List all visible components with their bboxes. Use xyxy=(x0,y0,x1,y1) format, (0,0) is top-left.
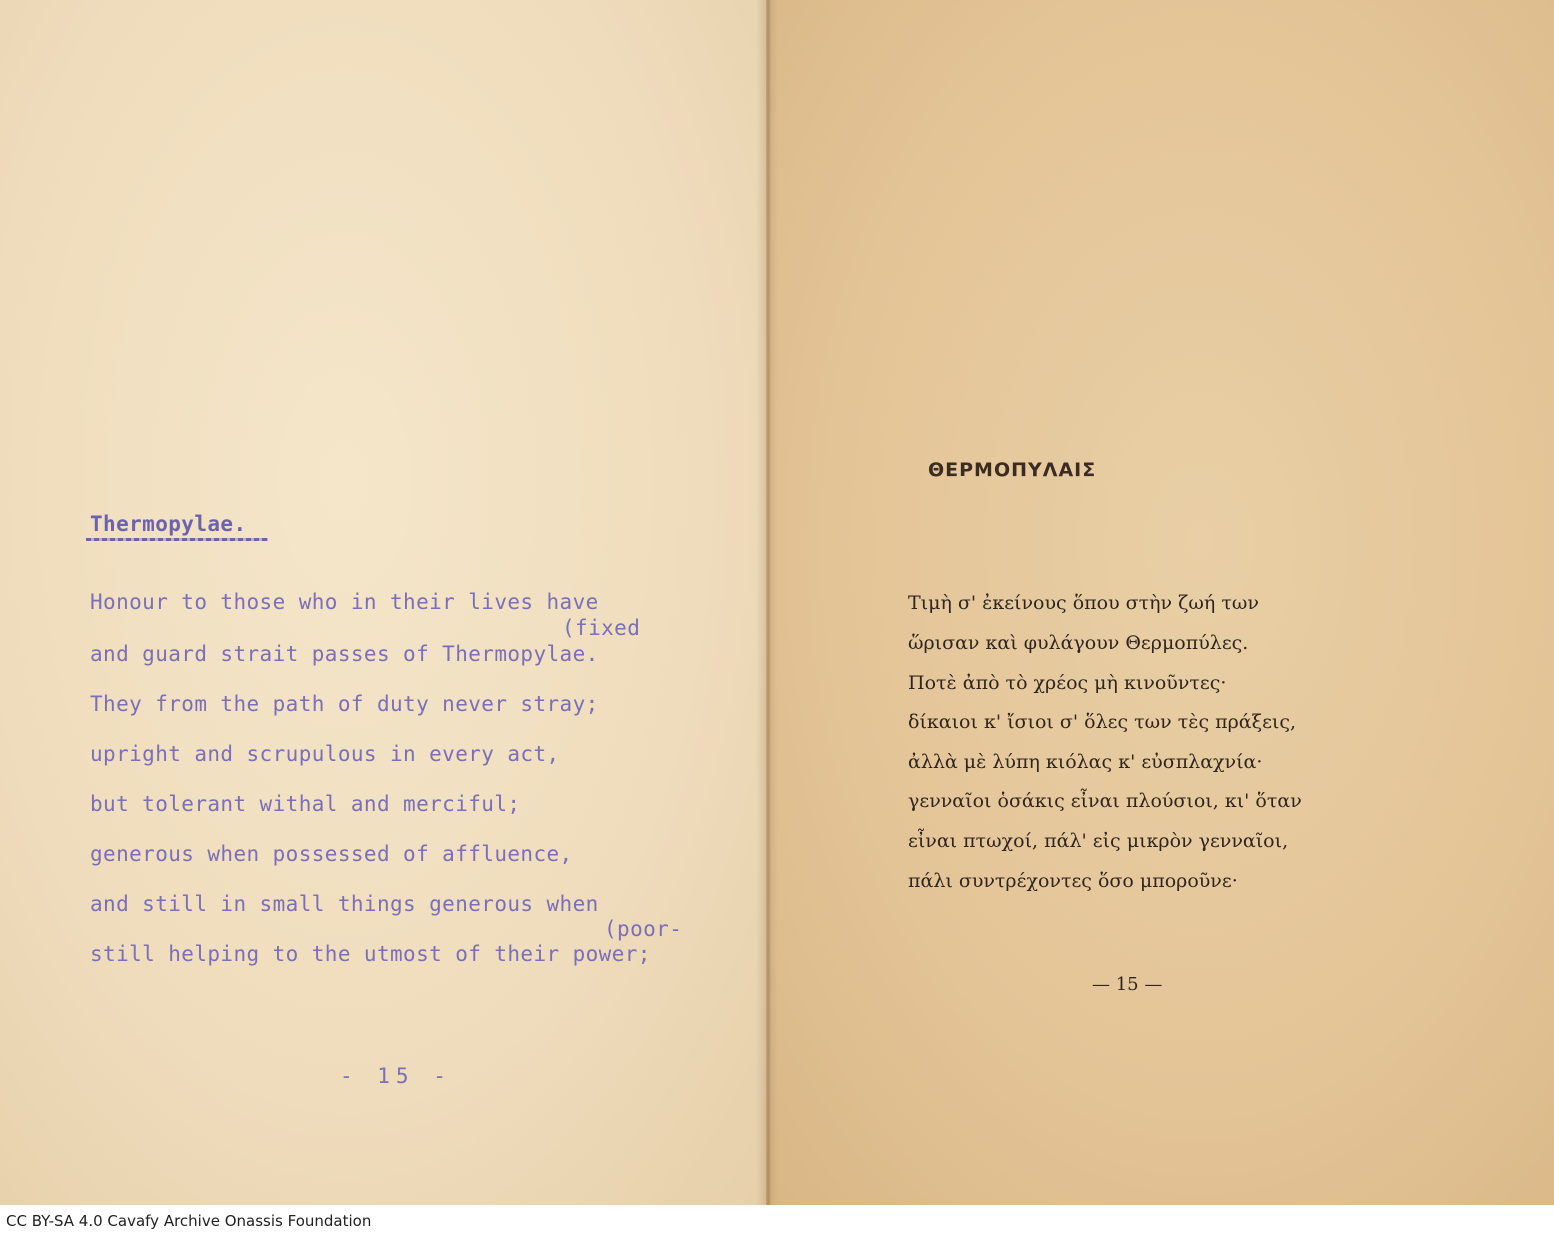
english-line-4: upright and scrupulous in every act, xyxy=(90,742,560,766)
greek-line-2: ὥρισαν καὶ φυλάγουν Θερμοπύλες. xyxy=(908,632,1249,654)
english-line-3: They from the path of duty never stray; xyxy=(90,692,599,716)
greek-line-4: δίκαιοι κ' ἴσιοι σ' ὅλες των τὲς πράξεις, xyxy=(908,711,1297,733)
english-line-1: Honour to those who in their lives have xyxy=(90,590,599,614)
greek-line-1: Τιμὴ σ' ἐκείνους ὅπου στὴν ζωή των xyxy=(908,592,1259,614)
greek-line-7: εἶναι πτωχοί, πάλ' εἰς μικρὸν γενναῖοι, xyxy=(908,830,1289,852)
greek-line-8: πάλι συντρέχοντες ὅσο μποροῦνε· xyxy=(908,870,1238,892)
english-line-8: still helping to the utmost of their power; xyxy=(90,942,651,966)
book-gutter xyxy=(756,0,778,1205)
license-caption: CC BY-SA 4.0 Cavafy Archive Onassis Foundation xyxy=(6,1212,372,1230)
english-line-2: and guard strait passes of Thermopylae. xyxy=(90,642,599,666)
greek-line-3: Ποτὲ ἀπὸ τὸ χρέος μὴ κινοῦντες· xyxy=(908,672,1227,694)
english-poem-title: Thermopylae. xyxy=(90,512,247,536)
english-continuation-2: (poor- xyxy=(604,917,683,941)
english-line-7: and still in small things generous when xyxy=(90,892,599,916)
english-line-6: generous when possessed of affluence, xyxy=(90,842,573,866)
left-page-number: - 15 - xyxy=(340,1064,452,1088)
english-line-5: but tolerant withal and merciful; xyxy=(90,792,521,816)
right-page-number: — 15 — xyxy=(1092,974,1163,995)
title-underline xyxy=(86,538,268,541)
greek-line-6: γενναῖοι ὁσάκις εἶναι πλούσιοι, κι' ὅταν xyxy=(908,790,1302,812)
english-continuation-1: (fixed xyxy=(562,616,641,640)
greek-poem-title: ΘΕΡΜΟΠΥΛΑΙΣ xyxy=(928,459,1097,481)
greek-line-5: ἀλλὰ μὲ λύπη κιόλας κ' εὐσπλαχνία· xyxy=(908,751,1263,773)
